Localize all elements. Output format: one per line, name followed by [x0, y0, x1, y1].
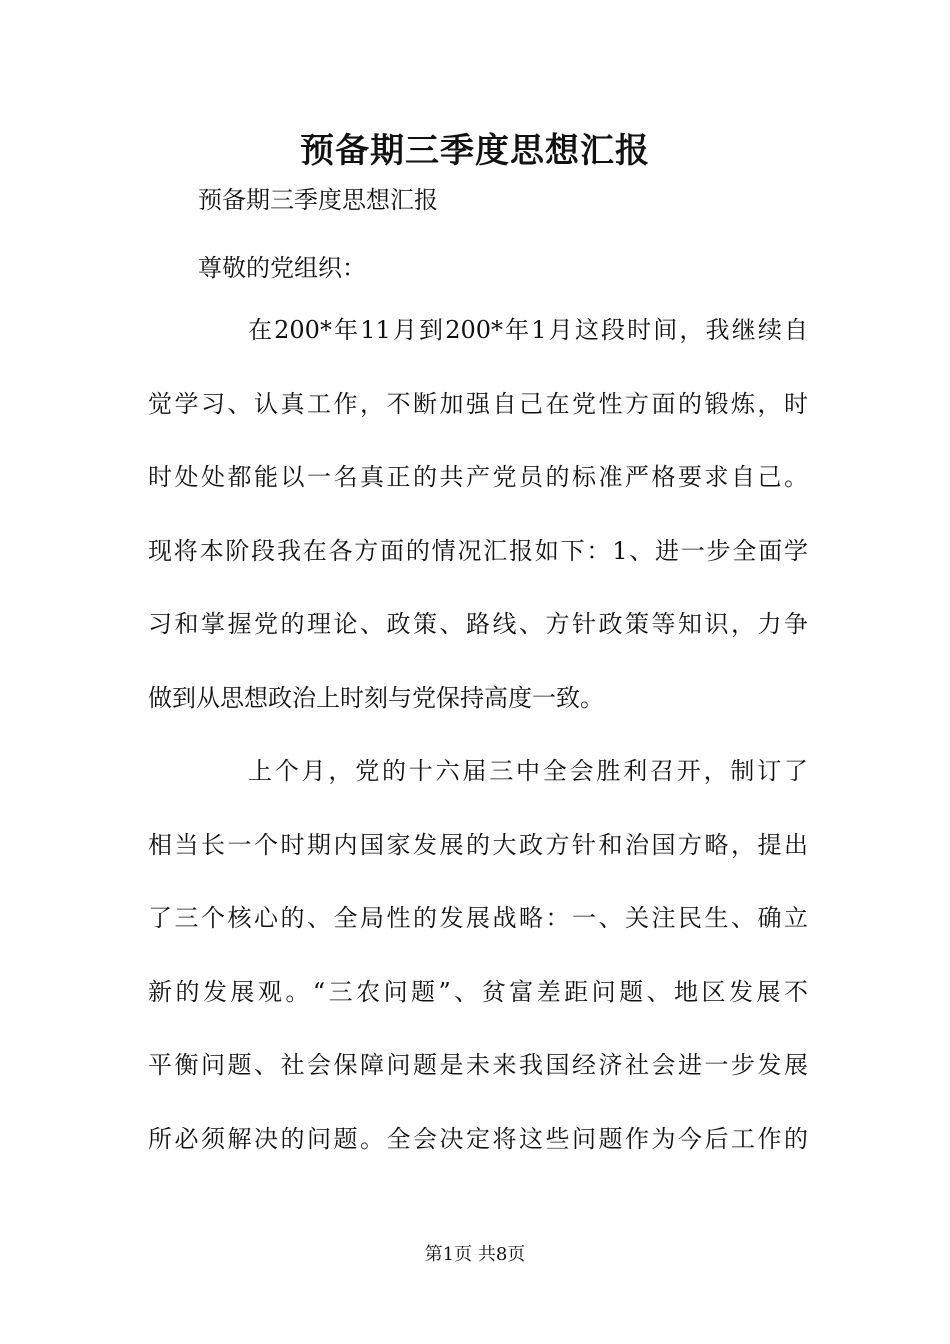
paragraph-line: 习和掌握党的理论、政策、路线、方针政策等知识，力争 — [148, 610, 808, 638]
paragraph-line: 上个月，党的十六届三中全会胜利召开，制订了 — [248, 757, 808, 785]
body-text — [148, 310, 808, 1192]
paragraph-line: 现将本阶段我在各方面的情况汇报如下：1、进一步全面学 — [148, 536, 808, 565]
paragraph-line: 了三个核心的、全局性的发展战略：一、关注民生、确立 — [148, 904, 808, 932]
salutation: 尊敬的党组织： — [198, 254, 366, 282]
document-subtitle: 预备期三季度思想汇报 — [198, 186, 438, 214]
paragraph-line: 做到从思想政治上时刻与党保持高度一致。 — [148, 683, 604, 712]
paragraph-line: 在200*年11月到200*年1月这段时间，我继续自 — [248, 316, 808, 344]
paragraph-line: 新的发展观。“三农问题”、贫富差距问题、地区发展不 — [148, 977, 808, 1006]
paragraph-line: 相当长一个时期内国家发展的大政方针和治国方略，提出 — [148, 830, 808, 859]
paragraph-line: 平衡问题、社会保障问题是未来我国经济社会进一步发展 — [148, 1051, 808, 1079]
paragraph-line: 所必须解决的问题。全会决定将这些问题作为今后工作的 — [148, 1124, 808, 1153]
paragraph-line: 觉学习、认真工作，不断加强自己在党性方面的锻炼，时 — [148, 389, 808, 418]
page-title: 预备期三季度思想汇报 — [300, 131, 650, 171]
paragraph-line: 时处处都能以一名真正的共产党员的标准严格要求自己。 — [148, 463, 808, 491]
page-footer: 第1页 共8页 — [424, 1244, 526, 1265]
